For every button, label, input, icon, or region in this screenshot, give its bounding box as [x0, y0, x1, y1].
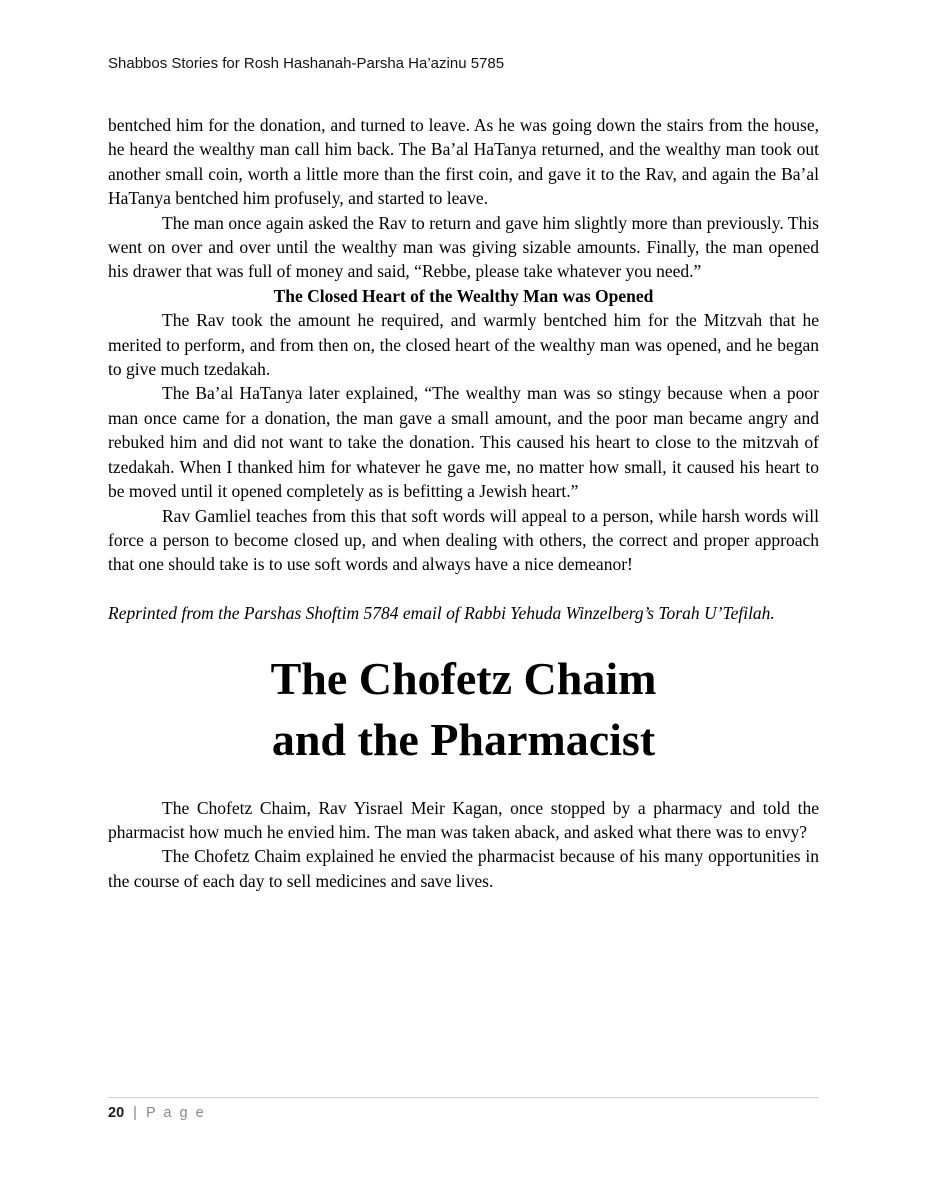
page-footer: [108, 1097, 819, 1122]
story-title-line1: The Chofetz Chaim: [270, 652, 657, 704]
paragraph-continued: bentched him for the donation, and turned to leave. As he was going down the stairs from the house, he heard the wealthy man call him back. The Ba’al HaTanya returned, and the wealthy man took out another small coin, worth a little more than the first coin, and gave it to the Rav, and again the Ba’al HaTanya bentched him profusely, and started to leave.: [108, 115, 819, 209]
attribution-note: Reprinted from the Parshas Shoftim 5784 email of Rabbi Yehuda Winzelberg’s Torah U’Tefilah.: [108, 603, 775, 624]
document-body: [108, 113, 819, 893]
story-title: [108, 648, 819, 770]
paragraph: The Ba’al HaTanya later explained, “The wealthy man was so stingy because when a poor man once came for a donation, the man gave a small amount, and the poor man became angry and rebuked him and did not want to take the donation. This caused his heart to close to the mitzvah of tzedakah. When I thanked him for whatever he gave me, no matter how small, it caused his heart to be moved until it opened completely as is befitting a Jewish heart.”: [108, 383, 819, 502]
paragraph: The man once again asked the Rav to return and gave him slightly more than previously. This went on over and over until the wealthy man was giving sizable amounts. Finally, the man opened his drawer that was full of money and said, “Rebbe, please take whatever you need.”: [108, 212, 819, 282]
header-title: Shabbos Stories for Rosh Hashanah-Parsha Ha’azinu 5785: [108, 55, 505, 72]
paragraph: Rav Gamliel teaches from this that soft words will appeal to a person, while harsh words will force a person to become closed up, and when dealing with others, the correct and proper approach that one should take is to use soft words and always have a nice demeanor!: [108, 505, 819, 575]
paragraph: The Chofetz Chaim, Rav Yisrael Meir Kagan, once stopped by a pharmacy and told the pharmacist how much he envied him. The man was taken aback, and asked what there was to envy?: [108, 797, 819, 842]
footer-page-label: P a g e: [145, 1105, 206, 1121]
paragraph: The Rav took the amount he required, and warmly bentched him for the Mitzvah that he merited to perform, and from then on, the closed heart of the wealthy man was opened, and he began to give much tzedakah.: [108, 310, 819, 380]
footer-separator: |: [133, 1105, 137, 1121]
story-title-line2: and the Pharmacist: [271, 713, 656, 765]
page-number: 20: [108, 1105, 125, 1121]
page-header: [0, 0, 927, 74]
paragraph: The Chofetz Chaim explained he envied the pharmacist because of his many opportunities in the course of each day to sell medicines and save lives.: [108, 846, 819, 891]
section-heading: The Closed Heart of the Wealthy Man was Opened: [273, 285, 654, 306]
